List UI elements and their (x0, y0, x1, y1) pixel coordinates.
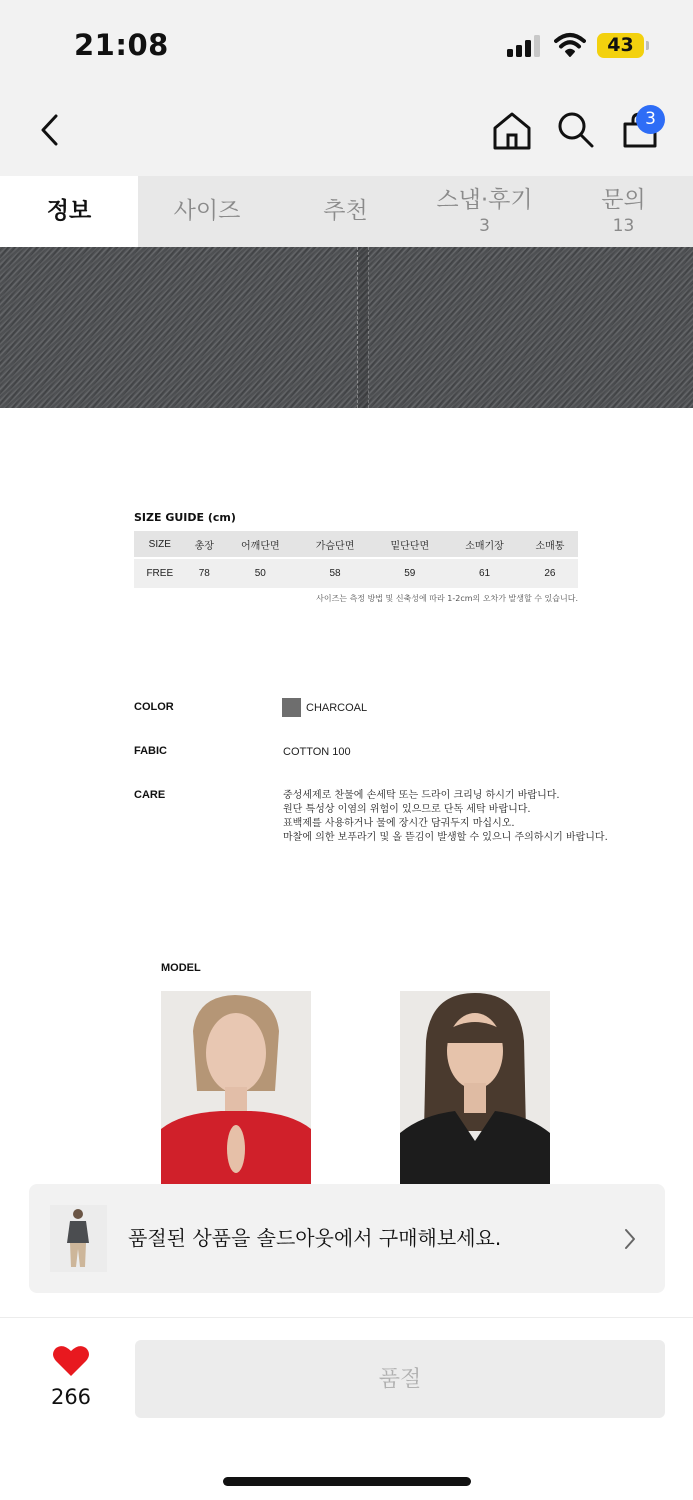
bottom-bar-divider (0, 1317, 693, 1318)
status-bar (0, 0, 693, 90)
back-arrow-icon[interactable] (34, 110, 66, 150)
tab-inquiry-count: 13 (612, 216, 635, 236)
size-table-cell: FREE (134, 558, 186, 588)
fabric-seam (357, 247, 369, 408)
cellular-signal-icon (507, 35, 541, 57)
fabric-label: FABIC (134, 745, 167, 757)
care-line: 원단 특성상 이염의 위험이 있으므로 단독 세탁 바랍니다. (283, 804, 531, 815)
wifi-icon (554, 32, 586, 58)
size-table-header: 소매통 (522, 531, 578, 558)
model-title: MODEL (161, 962, 201, 974)
size-table-header: 어깨단면 (223, 531, 298, 558)
heart-icon (52, 1344, 90, 1378)
size-table-cell: 78 (186, 558, 223, 588)
cart-count-badge: 3 (636, 105, 665, 134)
product-tabs (0, 176, 693, 247)
tab-inquiry[interactable] (554, 176, 693, 247)
color-label: COLOR (134, 701, 174, 713)
model-photo (400, 991, 550, 1186)
size-table-header: 밑단단면 (372, 531, 447, 558)
tab-size-label: 사이즈 (173, 198, 241, 224)
size-table-header: 총장 (186, 531, 223, 558)
soldout-link-banner[interactable] (29, 1184, 665, 1293)
table-row (134, 558, 578, 588)
size-guide-title: SIZE GUIDE (cm) (134, 511, 236, 524)
size-guide-table (134, 531, 578, 588)
color-swatch (282, 698, 301, 717)
soldout-banner-text: 품절된 상품을 솔드아웃에서 구매해보세요. (128, 1226, 502, 1250)
tab-recommend-label: 추천 (323, 198, 368, 224)
tab-snap-review[interactable] (415, 176, 554, 247)
size-table-cell: 26 (522, 558, 578, 588)
size-table-cell: 58 (298, 558, 373, 588)
like-count: 266 (50, 1385, 92, 1409)
tab-info[interactable] (0, 176, 138, 247)
tab-info-label: 정보 (46, 198, 92, 224)
top-nav-bar (0, 90, 693, 176)
battery-indicator: 43 (597, 33, 644, 58)
search-icon[interactable] (556, 110, 596, 150)
tab-size[interactable] (138, 176, 276, 247)
care-line: 중성세제로 찬물에 손세탁 또는 드라이 크리닝 하시기 바랍니다. (283, 790, 560, 801)
care-label: CARE (134, 789, 166, 801)
fabric-value: COTTON 100 (283, 746, 351, 758)
battery-cap (646, 41, 649, 50)
size-table-header: SIZE (134, 531, 186, 558)
size-table-cell: 59 (372, 558, 447, 588)
tab-recommend[interactable] (276, 176, 415, 247)
fabric-detail-image (0, 247, 693, 408)
status-time: 21:08 (74, 28, 169, 62)
tab-snap-review-label: 스냅·후기 (436, 187, 533, 213)
tab-inquiry-label: 문의 (601, 187, 646, 213)
chevron-right-icon (623, 1228, 637, 1250)
like-button[interactable] (50, 1344, 92, 1382)
size-guide-note: 사이즈는 측정 방법 및 신축성에 따라 1-2cm의 오차가 발생할 수 있습니다. (316, 594, 578, 603)
size-table-header: 소매기장 (447, 531, 522, 558)
home-icon[interactable] (491, 110, 533, 152)
size-table-header-row (134, 531, 578, 558)
size-table-cell: 50 (223, 558, 298, 588)
care-line: 표백제를 사용하거나 물에 장시간 담궈두지 마십시오. (283, 818, 515, 829)
model-photo (161, 991, 311, 1186)
color-value: CHARCOAL (306, 702, 368, 714)
size-table-header: 가슴단면 (298, 531, 373, 558)
soldout-button[interactable]: 품절 (135, 1340, 665, 1418)
home-indicator (223, 1477, 471, 1486)
tab-snap-review-count: 3 (479, 216, 490, 236)
care-line: 마찰에 의한 보푸라기 및 올 뜯김이 발생할 수 있으니 주의하시기 바랍니다. (283, 832, 608, 843)
care-instructions (283, 789, 608, 845)
product-thumbnail (50, 1205, 107, 1272)
size-table-cell: 61 (447, 558, 522, 588)
